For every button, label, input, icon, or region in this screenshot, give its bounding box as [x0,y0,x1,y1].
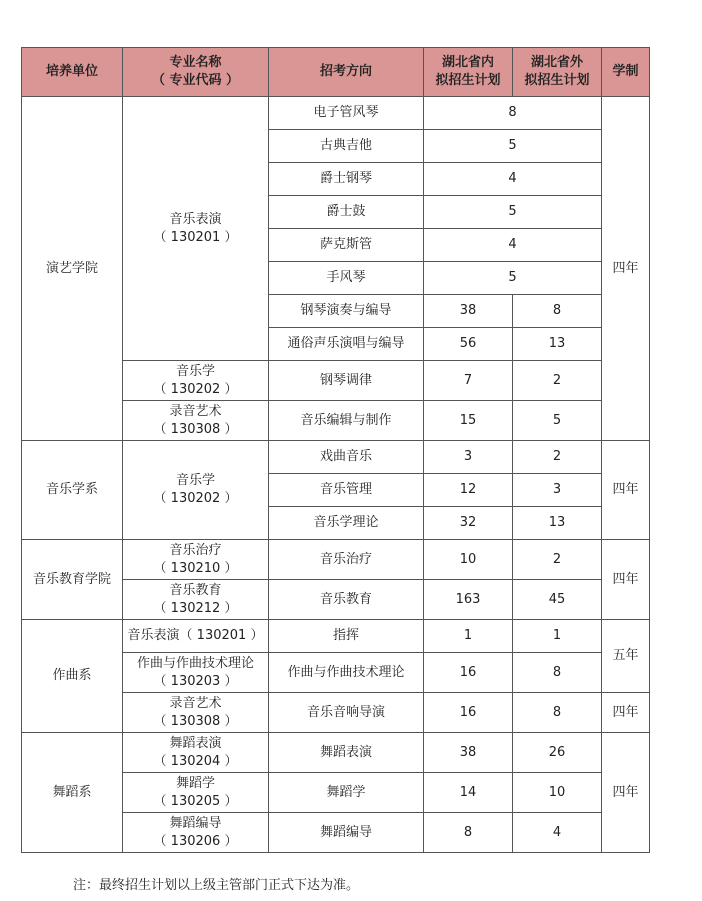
major-cell: 舞蹈编导 （ 130206 ） [123,813,269,853]
direction-cell: 舞蹈表演 [269,733,424,773]
combined-plan-cell: 4 [424,229,602,262]
direction-cell: 音乐学理论 [269,507,424,540]
inside-plan-cell: 32 [424,507,513,540]
unit-cell: 音乐学系 [22,441,123,540]
inside-plan-cell: 12 [424,474,513,507]
outside-plan-cell: 4 [513,813,602,853]
major-cell: 舞蹈表演 （ 130204 ） [123,733,269,773]
unit-cell: 演艺学院 [22,97,123,441]
header-major: 专业名称 （ 专业代码 ） [123,48,269,97]
major-cell: 音乐表演（ 130201 ） [123,620,269,653]
duration-cell: 四年 [602,97,650,441]
outside-plan-cell: 2 [513,441,602,474]
outside-plan-cell: 8 [513,295,602,328]
enrollment-plan-table [21,47,650,853]
duration-cell: 四年 [602,441,650,540]
outside-plan-cell: 13 [513,507,602,540]
direction-cell: 电子管风琴 [269,97,424,130]
direction-cell: 钢琴调律 [269,361,424,401]
inside-plan-cell: 16 [424,653,513,693]
table-row [22,97,650,130]
direction-cell: 舞蹈编导 [269,813,424,853]
table-header-row [22,48,650,97]
major-cell: 音乐教育 （ 130212 ） [123,580,269,620]
header-duration: 学制 [602,48,650,97]
direction-cell: 舞蹈学 [269,773,424,813]
inside-plan-cell: 163 [424,580,513,620]
duration-cell: 五年 [602,620,650,693]
combined-plan-cell: 5 [424,262,602,295]
direction-cell: 指挥 [269,620,424,653]
footnote: 注：最终招生计划以上级主管部门正式下达为准。 [73,878,360,893]
duration-cell: 四年 [602,693,650,733]
outside-plan-cell: 45 [513,580,602,620]
table-row [22,540,650,580]
direction-cell: 音乐治疗 [269,540,424,580]
direction-cell: 音乐编辑与制作 [269,401,424,441]
direction-cell: 手风琴 [269,262,424,295]
inside-plan-cell: 38 [424,733,513,773]
major-cell: 音乐学 （ 130202 ） [123,361,269,401]
inside-plan-cell: 16 [424,693,513,733]
table-row [22,620,650,653]
outside-plan-cell: 26 [513,733,602,773]
combined-plan-cell: 5 [424,130,602,163]
outside-plan-cell: 8 [513,653,602,693]
duration-cell: 四年 [602,733,650,853]
direction-cell: 通俗声乐演唱与编导 [269,328,424,361]
direction-cell: 爵士鼓 [269,196,424,229]
duration-cell: 四年 [602,540,650,620]
outside-plan-cell: 8 [513,693,602,733]
direction-cell: 音乐音响导演 [269,693,424,733]
header-unit: 培养单位 [22,48,123,97]
direction-cell: 作曲与作曲技术理论 [269,653,424,693]
inside-plan-cell: 15 [424,401,513,441]
unit-cell: 作曲系 [22,620,123,733]
direction-cell: 萨克斯管 [269,229,424,262]
header-direction: 招考方向 [269,48,424,97]
direction-cell: 戏曲音乐 [269,441,424,474]
unit-cell: 舞蹈系 [22,733,123,853]
inside-plan-cell: 8 [424,813,513,853]
major-cell: 音乐表演 （ 130201 ） [123,97,269,361]
direction-cell: 古典吉他 [269,130,424,163]
inside-plan-cell: 3 [424,441,513,474]
inside-plan-cell: 10 [424,540,513,580]
inside-plan-cell: 14 [424,773,513,813]
outside-plan-cell: 13 [513,328,602,361]
combined-plan-cell: 5 [424,196,602,229]
inside-plan-cell: 56 [424,328,513,361]
table-row [22,441,650,474]
header-outside-plan: 湖北省外 拟招生计划 [513,48,602,97]
major-cell: 录音艺术 （ 130308 ） [123,693,269,733]
unit-cell: 音乐教育学院 [22,540,123,620]
outside-plan-cell: 5 [513,401,602,441]
direction-cell: 爵士钢琴 [269,163,424,196]
inside-plan-cell: 38 [424,295,513,328]
header-inside-plan: 湖北省内 拟招生计划 [424,48,513,97]
major-cell: 音乐学 （ 130202 ） [123,441,269,540]
table-row [22,733,650,773]
outside-plan-cell: 10 [513,773,602,813]
major-cell: 音乐治疗 （ 130210 ） [123,540,269,580]
major-cell: 作曲与作曲技术理论 （ 130203 ） [123,653,269,693]
outside-plan-cell: 2 [513,540,602,580]
inside-plan-cell: 1 [424,620,513,653]
inside-plan-cell: 7 [424,361,513,401]
direction-cell: 音乐管理 [269,474,424,507]
direction-cell: 音乐教育 [269,580,424,620]
major-cell: 舞蹈学 （ 130205 ） [123,773,269,813]
outside-plan-cell: 2 [513,361,602,401]
direction-cell: 钢琴演奏与编导 [269,295,424,328]
combined-plan-cell: 4 [424,163,602,196]
outside-plan-cell: 3 [513,474,602,507]
combined-plan-cell: 8 [424,97,602,130]
major-cell: 录音艺术 （ 130308 ） [123,401,269,441]
outside-plan-cell: 1 [513,620,602,653]
